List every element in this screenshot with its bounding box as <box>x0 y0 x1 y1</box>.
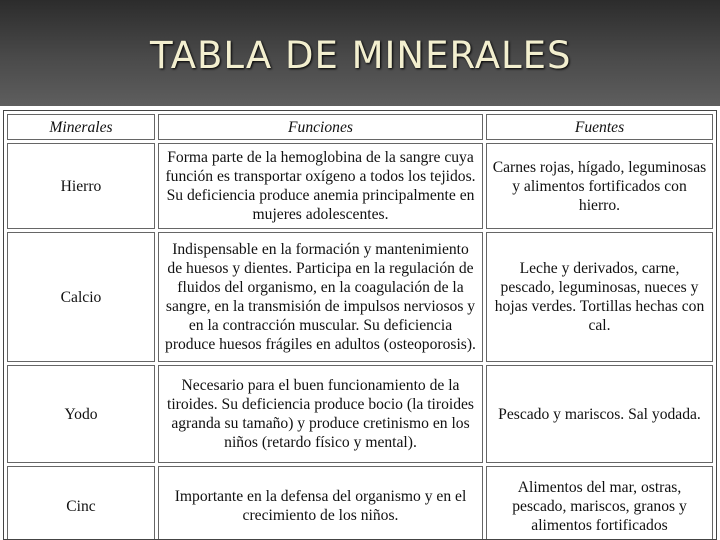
fuentes-cell: Pescado y mariscos. Sal yodada. <box>486 365 713 463</box>
fuentes-cell: Alimentos del mar, ostras, pescado, mariscos, granos y alimentos fortificados <box>486 466 713 540</box>
minerals-table <box>4 111 716 540</box>
header-fuentes: Fuentes <box>486 114 713 140</box>
mineral-cell: Cinc <box>7 466 155 540</box>
slide-title: TABLA DE MINERALES <box>150 34 572 77</box>
fuentes-cell: Carnes rojas, hígado, leguminosas y alimentos fortificados con hierro. <box>486 143 713 229</box>
table-row <box>7 143 713 229</box>
header-funciones: Funciones <box>158 114 483 140</box>
mineral-cell: Calcio <box>7 232 155 362</box>
funciones-cell: Indispensable en la formación y mantenimiento de huesos y dientes. Participa en la regulación de fluidos del organismo, en la coagulación de la sangre, en la transmisión de impulsos nerviosos y en la contracción muscular. Su deficiencia produce huesos frágiles en adultos (osteoporosis). <box>158 232 483 362</box>
table-row <box>7 365 713 463</box>
slide-header <box>0 0 720 106</box>
funciones-cell: Importante en la defensa del organismo y en el crecimiento de los niños. <box>158 466 483 540</box>
mineral-cell: Hierro <box>7 143 155 229</box>
table-header-row <box>7 114 713 140</box>
funciones-cell: Necesario para el buen funcionamiento de la tiroides. Su deficiencia produce bocio (la tiroides agranda su tamaño) y produce cretinismo en los niños (retardo físico y mental). <box>158 365 483 463</box>
fuentes-cell: Leche y derivados, carne, pescado, leguminosas, nueces y hojas verdes. Tortillas hechas con cal. <box>486 232 713 362</box>
mineral-cell: Yodo <box>7 365 155 463</box>
table-row <box>7 232 713 362</box>
minerals-table-container <box>3 110 717 540</box>
table-row <box>7 466 713 540</box>
header-minerales: Minerales <box>7 114 155 140</box>
funciones-cell: Forma parte de la hemoglobina de la sangre cuya función es transportar oxígeno a todos los tejidos. Su deficiencia produce anemia principalmente en mujeres adolescentes. <box>158 143 483 229</box>
